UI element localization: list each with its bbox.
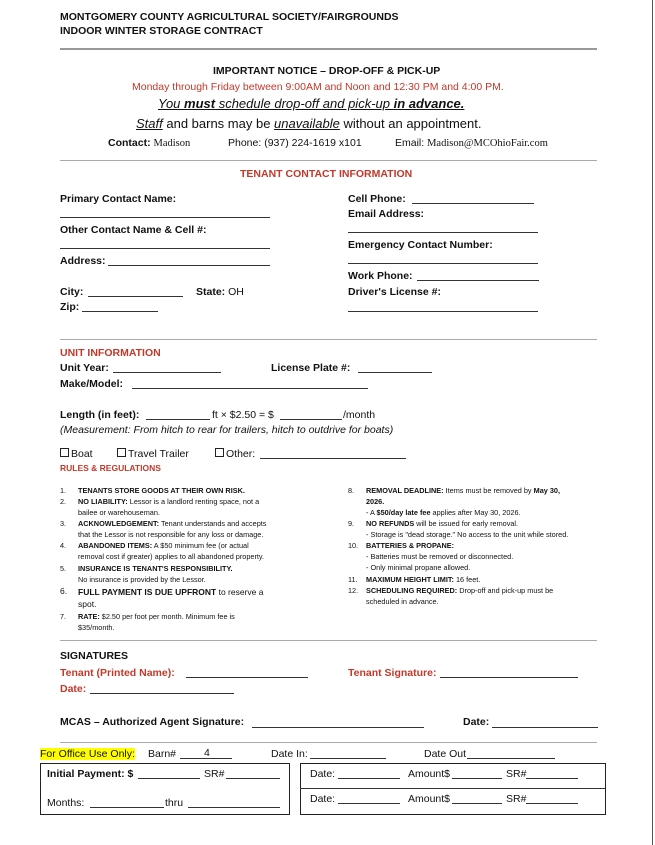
sr-field[interactable]: [226, 778, 280, 779]
make-model-field[interactable]: [132, 388, 368, 389]
page-edge: [652, 0, 653, 845]
city-field[interactable]: [88, 296, 183, 297]
primary-contact-field[interactable]: [60, 217, 270, 218]
work-phone-field[interactable]: [417, 280, 539, 281]
log-amount-1-field[interactable]: [452, 778, 502, 779]
divider: [60, 48, 597, 50]
address-field[interactable]: [108, 265, 270, 266]
rule-7: 7. RATE: $2.50 per foot per month. Minimum fee is $35/month.: [60, 612, 235, 632]
tenant-printed-name-field[interactable]: [186, 677, 308, 678]
email-address-field[interactable]: [348, 232, 538, 233]
license-plate-field[interactable]: [358, 372, 432, 373]
log-sr-1-label: SR#: [506, 768, 527, 780]
log-amount-2-label: Amount$: [408, 793, 451, 805]
sr-label: SR#: [204, 768, 225, 780]
option-other[interactable]: Other:: [215, 448, 255, 460]
option-travel-trailer[interactable]: Travel Trailer: [117, 448, 189, 460]
initial-payment-field[interactable]: [138, 778, 200, 779]
org-name: MONTGOMERY COUNTY AGRICULTURAL SOCIETY/FAIRGROUNDS: [60, 11, 399, 23]
zip-label: Zip:: [60, 301, 80, 313]
signature-date-label: Date:: [60, 683, 87, 695]
contact-line: Contact: Madison: [108, 137, 191, 149]
date-in-field[interactable]: [310, 758, 386, 759]
email-address-label: Email Address:: [348, 208, 425, 220]
initial-payment-label: Initial Payment: $: [47, 768, 134, 780]
length-field[interactable]: [146, 419, 210, 420]
log-amount-2-field[interactable]: [452, 803, 502, 804]
thru-label: thru: [165, 797, 184, 809]
date-in-label: Date In:: [271, 748, 308, 760]
payment-log-box: [300, 763, 606, 815]
cell-phone-field[interactable]: [412, 203, 534, 204]
rule-2: 2. NO LIABILITY: Lessor is a landlord renting space, not a bailee or warehouseman.: [60, 497, 260, 517]
contact-phone: Phone: (937) 224-1619 x101: [228, 137, 362, 149]
other-field[interactable]: [260, 458, 406, 459]
contract-title: INDOOR WINTER STORAGE CONTRACT: [60, 25, 263, 37]
log-date-2-field[interactable]: [338, 803, 400, 804]
mcas-signature-field[interactable]: [252, 727, 424, 728]
primary-contact-label: Primary Contact Name:: [60, 193, 177, 205]
unit-heading: UNIT INFORMATION: [60, 347, 161, 359]
tenant-signature-label: Tenant Signature:: [348, 667, 437, 679]
contact-email: Email: Madison@MCOhioFair.com: [395, 137, 548, 149]
log-date-2-label: Date:: [310, 793, 336, 805]
other-contact-label: Other Contact Name & Cell #:: [60, 224, 207, 236]
months-field[interactable]: [90, 807, 164, 808]
signature-date-field[interactable]: [90, 693, 234, 694]
length-rate: ft × $2.50 = $: [212, 409, 274, 421]
zip-field[interactable]: [82, 311, 158, 312]
option-boat[interactable]: Boat: [60, 448, 93, 460]
rules-heading: RULES & REGULATIONS: [60, 463, 161, 473]
mcas-date-field[interactable]: [492, 727, 598, 728]
log-sr-1-field[interactable]: [526, 778, 578, 779]
log-date-1-label: Date:: [310, 768, 336, 780]
mcas-signature-label: MCAS – Authorized Agent Signature:: [60, 716, 245, 728]
log-sr-2-label: SR#: [506, 793, 527, 805]
barn-value[interactable]: 4: [204, 747, 210, 759]
rule-12: 12. SCHEDULING REQUIRED: Drop-off and pick-up must be scheduled in advance.: [348, 586, 554, 606]
emergency-contact-field[interactable]: [348, 263, 538, 264]
date-out-field[interactable]: [467, 758, 555, 759]
log-amount-1-label: Amount$: [408, 768, 451, 780]
checkbox-icon[interactable]: [117, 448, 126, 457]
unit-year-label: Unit Year:: [60, 362, 109, 374]
barn-field[interactable]: [180, 758, 232, 759]
license-plate-label: License Plate #:: [271, 362, 351, 374]
signatures-heading: SIGNATURES: [60, 650, 129, 662]
rule-6: 6. FULL PAYMENT IS DUE UPFRONT to reserve a spot.: [60, 586, 264, 609]
city-label: City:: [60, 286, 84, 298]
divider: [60, 160, 597, 161]
tenant-heading: TENANT CONTACT INFORMATION: [240, 168, 413, 180]
notice-heading: IMPORTANT NOTICE – DROP-OFF & PICK-UP: [213, 65, 441, 77]
thru-field[interactable]: [188, 807, 280, 808]
divider: [60, 339, 597, 340]
per-month-label: /month: [343, 409, 376, 421]
rule-10: 10. BATTERIES & PROPANE: - Batteries must be removed or disconnected. - Only minimal propane allowed.: [348, 541, 514, 572]
tenant-signature-field[interactable]: [440, 677, 578, 678]
rule-5: 5. INSURANCE IS TENANT'S RESPONSIBILITY. No insurance is provided by the Lessor.: [60, 564, 233, 584]
cell-phone-label: Cell Phone:: [348, 193, 406, 205]
divider: [60, 742, 597, 743]
length-row: Length (in feet):: [60, 409, 140, 421]
notice-line-2: Staff and barns may be unavailable without an appointment.: [136, 116, 482, 131]
drivers-license-field[interactable]: [348, 311, 538, 312]
checkbox-icon[interactable]: [60, 448, 69, 457]
log-date-1-field[interactable]: [338, 778, 400, 779]
make-model-label: Make/Model:: [60, 378, 124, 390]
notice-hours: Monday through Friday between 9:00AM and Noon and 12:30 PM and 4:00 PM.: [132, 81, 504, 93]
work-phone-label: Work Phone:: [348, 270, 413, 282]
drivers-license-label: Driver's License #:: [348, 286, 441, 298]
unit-year-field[interactable]: [113, 372, 221, 373]
emergency-contact-label: Emergency Contact Number:: [348, 239, 493, 251]
state-field[interactable]: State: OH: [196, 286, 244, 298]
measurement-note: (Measurement: From hitch to rear for trailers, hitch to outdrive for boats): [60, 424, 394, 436]
rule-9: 9. NO REFUNDS will be issued for early removal. - Storage is "dead storage." No access to the unit while stored.: [348, 519, 569, 539]
office-use-label: For Office Use Only:: [40, 748, 135, 760]
checkbox-icon[interactable]: [215, 448, 224, 457]
barn-label: Barn#: [148, 748, 177, 760]
other-contact-field[interactable]: [60, 248, 270, 249]
tenant-printed-name-label: Tenant (Printed Name):: [60, 667, 175, 679]
address-label: Address:: [60, 255, 106, 267]
rule-3: 3. ACKNOWLEDGEMENT: Tenant understands and accepts that the Lessor is not responsible for any loss or damage.: [60, 519, 267, 539]
mcas-date-label: Date:: [463, 716, 490, 728]
log-sr-2-field[interactable]: [526, 803, 578, 804]
date-out-label: Date Out: [424, 748, 467, 760]
divider: [300, 788, 605, 789]
rule-4: 4. ABANDONED ITEMS: A $50 minimum fee (or actual removal cost if greater) applies to all abandoned property.: [60, 541, 265, 561]
months-label: Months:: [47, 797, 85, 809]
rule-8: 8. REMOVAL DEADLINE: Items must be removed by May 30, 2026. - A $50/day late fee applies after May 30, 2026.: [348, 486, 560, 517]
monthly-total-field[interactable]: [280, 419, 342, 420]
notice-line-1: You must schedule drop-off and pick-up in advance.: [158, 96, 465, 111]
divider: [60, 640, 597, 641]
